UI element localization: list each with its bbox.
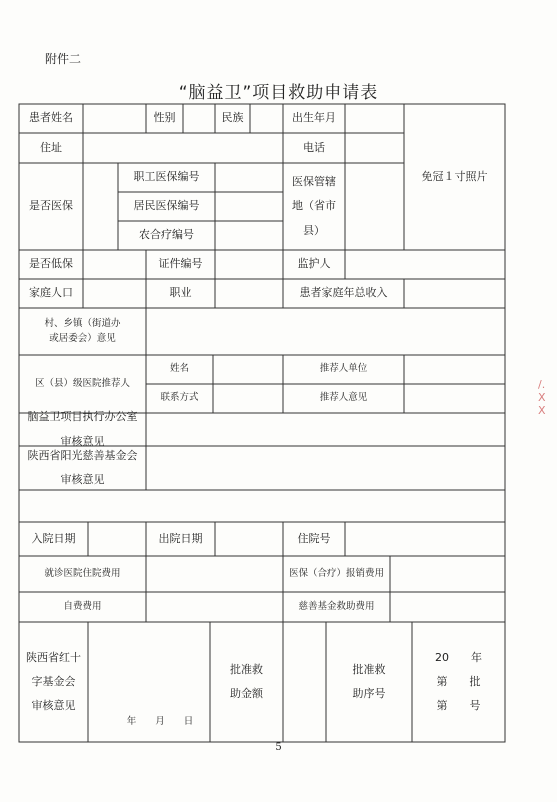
- attachment-label: 附件二: [45, 52, 82, 66]
- patient-name-label: 患者姓名: [29, 111, 73, 125]
- birth-date-field[interactable]: [345, 104, 404, 133]
- recommender-unit-label: 推荐人单位: [319, 363, 368, 375]
- year-batch-no-field[interactable]: 20 年 第 批 第 号: [435, 650, 482, 713]
- phone-field[interactable]: [345, 133, 404, 163]
- gender-field[interactable]: [183, 104, 215, 133]
- discharge-date-label: 出院日期: [158, 531, 203, 545]
- admission-no-label: 住院号: [297, 531, 331, 545]
- household-income-label: 患者家庭年总收入: [299, 286, 388, 300]
- insurance-jurisdiction-label: 医保管辖 地（省市 县）: [292, 175, 336, 237]
- review-date-line: 年 月 日: [126, 715, 194, 727]
- page-number: 5: [275, 742, 282, 753]
- occupation-field[interactable]: [215, 279, 283, 308]
- office-review-label: 脑益卫项目执行办公室 审核意见: [27, 410, 138, 448]
- hospital-cost-label: 就诊医院住院费用: [44, 567, 121, 579]
- household-size-field[interactable]: [83, 279, 146, 308]
- village-opinion-field[interactable]: [146, 308, 505, 355]
- recommender-unit-field[interactable]: [404, 355, 505, 384]
- approved-amount-field[interactable]: [283, 622, 326, 742]
- insured-field[interactable]: [83, 163, 118, 250]
- household-size-label: 家庭人口: [29, 286, 73, 300]
- insurance-reimbursed-label: 医保（合疗）报销费用: [288, 567, 384, 579]
- self-paid-label: 自费费用: [63, 600, 102, 612]
- patient-name-field[interactable]: [83, 104, 146, 133]
- foundation-review-label: 陕西省阳光慈善基金会 审核意见: [27, 448, 138, 486]
- charity-aid-label: 慈善基金救助费用: [298, 600, 375, 612]
- approved-no-label: 批准救 助序号: [352, 662, 386, 700]
- ethnicity-field[interactable]: [250, 104, 283, 133]
- recommender-opinion-label: 推荐人意见: [319, 392, 368, 404]
- low-income-field[interactable]: [83, 250, 146, 279]
- insurance-reimbursed-field[interactable]: [390, 556, 505, 592]
- office-review-field[interactable]: [146, 413, 505, 446]
- resident-insurance-label: 居民医保编号: [133, 199, 200, 213]
- admission-no-field[interactable]: [345, 522, 505, 556]
- resident-insurance-field[interactable]: [215, 192, 283, 221]
- guardian-field[interactable]: [345, 250, 505, 279]
- recommender-opinion-field[interactable]: [404, 384, 505, 413]
- birth-date-label: 出生年月: [292, 111, 336, 125]
- form-title: “脑益卫”项目救助申请表: [178, 83, 379, 103]
- contact-field[interactable]: [213, 384, 283, 413]
- phone-label: 电话: [303, 140, 325, 154]
- certificate-no-field[interactable]: [215, 250, 283, 279]
- occupation-label: 职业: [169, 286, 192, 300]
- admission-date-field[interactable]: [88, 522, 146, 556]
- recommender-name-label: 姓名: [169, 363, 189, 375]
- hospital-cost-field[interactable]: [146, 556, 283, 592]
- photo-box[interactable]: 免冠１寸照片: [421, 169, 488, 183]
- insured-label: 是否医保: [29, 199, 73, 213]
- low-income-label: 是否低保: [29, 257, 73, 271]
- employee-insurance-field[interactable]: [215, 163, 283, 192]
- red-stamp-fragment: /.ⅩⅩ: [538, 378, 546, 417]
- foundation-review-field[interactable]: [146, 446, 505, 490]
- address-label: 住址: [40, 140, 62, 154]
- admission-date-label: 入院日期: [31, 531, 76, 545]
- rural-coop-field[interactable]: [215, 221, 283, 250]
- contact-label: 联系方式: [160, 392, 199, 404]
- gender-label: 性别: [153, 111, 176, 125]
- guardian-label: 监护人: [297, 257, 331, 271]
- recommender-name-field[interactable]: [213, 355, 283, 384]
- insurance-jurisdiction-field[interactable]: [345, 163, 404, 250]
- charity-aid-field[interactable]: [390, 592, 505, 622]
- district-recommender-label: 区（县）级医院推荐人: [34, 377, 130, 389]
- address-field[interactable]: [83, 133, 283, 163]
- ethnicity-label: 民族: [221, 111, 244, 125]
- red-cross-review-label: 陕西省红十 字基金会 审核意见: [26, 650, 81, 713]
- discharge-date-field[interactable]: [215, 522, 283, 556]
- certificate-no-label: 证件编号: [158, 257, 203, 271]
- approved-amount-label: 批准救 助金额: [230, 662, 263, 700]
- self-paid-field[interactable]: [146, 592, 283, 622]
- household-income-field[interactable]: [404, 279, 505, 308]
- employee-insurance-label: 职工医保编号: [133, 170, 200, 184]
- rural-coop-label: 农合疗编号: [139, 228, 194, 242]
- village-opinion-label: 村、乡镇（街道办 或居委会）意见: [44, 318, 121, 344]
